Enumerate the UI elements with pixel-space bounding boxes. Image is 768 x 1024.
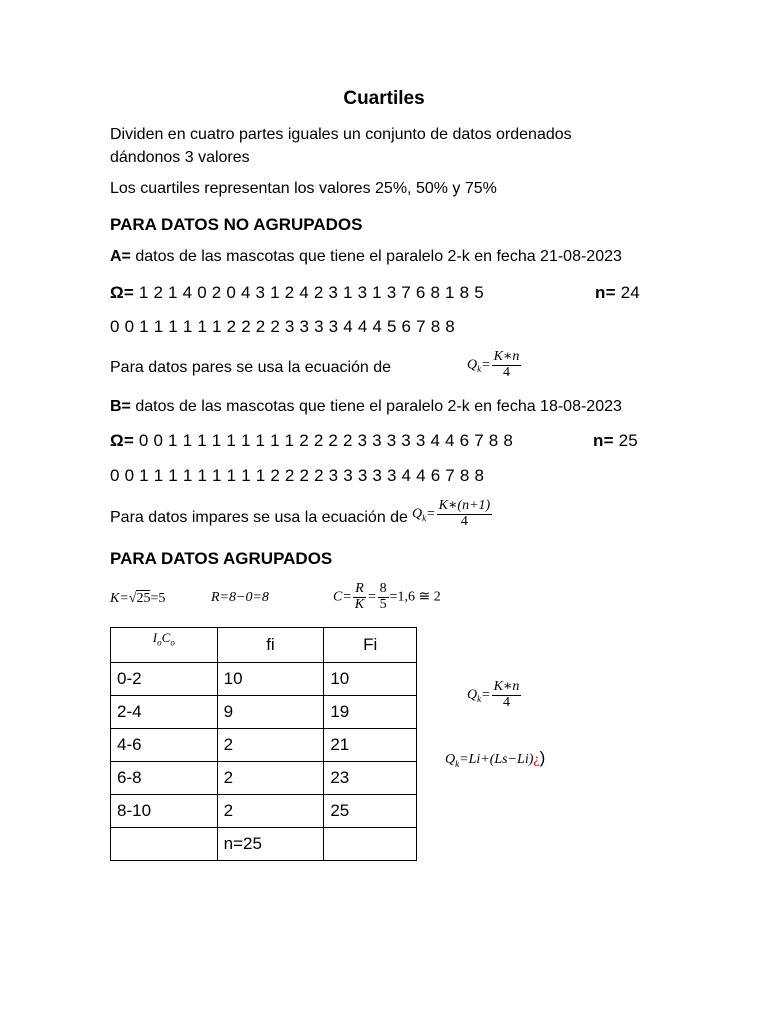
set-a-label: A= <box>110 248 131 265</box>
set-a-omega-label: Ω= <box>110 283 134 302</box>
formula-interp-paren: (Ls−Li) <box>489 752 534 767</box>
table-cell-interval: 2-4 <box>111 696 218 729</box>
table-cell-fi: 9 <box>217 696 324 729</box>
set-b-n <box>593 431 638 451</box>
formula-eq: = <box>481 687 491 703</box>
sqrt-icon: √ <box>128 591 137 606</box>
formula-eq: = <box>481 357 491 373</box>
formula-c-right: =1,6 ≅ 2 <box>389 589 441 605</box>
formula-q-symbol: Q <box>467 687 478 703</box>
table-cell-empty <box>324 828 417 861</box>
table-cell-fi: 2 <box>217 795 324 828</box>
set-a-n <box>595 283 640 303</box>
section-heading-no-agrupados: PARA DATOS NO AGRUPADOS <box>110 215 363 234</box>
formula-q-symbol: Q <box>445 752 456 767</box>
formula-range: R=8−0=8 <box>211 590 269 605</box>
table-header-interval <box>111 628 218 663</box>
set-b-line <box>110 398 622 416</box>
formula-c-den-1: K <box>354 596 365 612</box>
formula-interp-close: ) <box>539 748 546 767</box>
formula-c-num-2: 8 <box>379 581 387 596</box>
set-b-n-label: n= <box>593 431 614 450</box>
table-cell-Fi: 25 <box>324 795 417 828</box>
formula-interp-mark: ¿ <box>533 752 540 767</box>
formula-q-sub: k <box>455 758 460 769</box>
frequency-table <box>110 627 417 861</box>
table-cell-fi: 10 <box>217 663 324 696</box>
formula-fraction <box>492 350 522 380</box>
set-b-description: datos de las mascotas que tiene el paralelo 2-k en fecha 18-08-2023 <box>135 398 622 415</box>
table-row <box>111 696 417 729</box>
intro-line-1: Dividen en cuatro partes iguales un conjunto de datos ordenados <box>110 126 572 143</box>
formula-fraction <box>492 680 522 710</box>
table-header-fi: fi <box>217 628 324 663</box>
formula-numerator: K∗n <box>493 349 520 364</box>
formula-q-interpolation <box>445 748 545 769</box>
formula-class-width <box>333 582 441 612</box>
table-cell-total-n: n=25 <box>217 828 324 861</box>
set-b-raw-line <box>110 431 513 451</box>
table-row <box>111 795 417 828</box>
formula-fraction <box>437 499 493 529</box>
page-title: Cuartiles <box>343 88 425 109</box>
formula-q-symbol: Q <box>467 357 478 373</box>
formula-c-frac-1 <box>353 582 366 612</box>
formula-q-pares <box>467 350 522 380</box>
set-b-raw-values: 0 0 1 1 1 1 1 1 1 1 1 2 2 2 2 3 3 3 3 3 4 4 6 7 8 8 <box>138 431 514 450</box>
set-a-n-label: n= <box>595 283 616 302</box>
header-I: I <box>152 630 158 645</box>
formula-c-left: C= <box>333 589 352 605</box>
formula-denominator: 4 <box>460 513 468 529</box>
table-cell-fi: 2 <box>217 762 324 795</box>
formula-q-sub: k <box>422 513 427 524</box>
formula-denominator: 4 <box>503 364 510 380</box>
header-o1: o <box>157 637 162 648</box>
formula-c-den-2: 5 <box>379 596 387 612</box>
set-b-n-value: 25 <box>618 431 638 450</box>
formula-q-sub: k <box>477 364 482 375</box>
formula-q-grouped <box>467 680 522 710</box>
table-cell-Fi: 23 <box>324 762 417 795</box>
set-b-label: B= <box>110 398 131 415</box>
set-a-n-value: 24 <box>620 283 640 302</box>
impares-text: Para datos impares se usa la ecuación de <box>110 509 408 526</box>
table-cell-interval: 4-6 <box>111 729 218 762</box>
formula-interp-left: Li+ <box>468 752 490 767</box>
set-a-line <box>110 248 622 266</box>
table-cell-Fi: 10 <box>324 663 417 696</box>
formula-numerator: K∗n <box>493 679 520 694</box>
set-a-raw-line <box>110 283 484 303</box>
set-b-sorted-values: 0 0 1 1 1 1 1 1 1 1 1 2 2 2 2 3 3 3 3 3 4 4 6 7 8 8 <box>110 466 485 485</box>
table-row <box>111 729 417 762</box>
header-C: C <box>161 630 171 645</box>
table-row <box>111 663 417 696</box>
formula-eq: = <box>459 752 469 767</box>
formula-c-eq: = <box>367 589 377 605</box>
table-header-Fi: Fi <box>324 628 417 663</box>
set-a-sorted-values: 0 0 1 1 1 1 1 1 2 2 2 2 3 3 3 3 4 4 4 5 6 7 8 8 <box>110 317 455 336</box>
formula-c-num-1: R <box>355 581 364 596</box>
table-cell-interval: 8-10 <box>111 795 218 828</box>
table-cell-fi: 2 <box>217 729 324 762</box>
table-footer-row <box>111 828 417 861</box>
table-cell-Fi: 19 <box>324 696 417 729</box>
set-a-description: datos de las mascotas que tiene el paralelo 2-k en fecha 21-08-2023 <box>135 248 622 265</box>
formula-eq: = <box>426 506 436 522</box>
intro-line-2: dándonos 3 valores <box>110 149 250 166</box>
table-cell-interval: 6-8 <box>111 762 218 795</box>
table-header-row <box>111 628 417 663</box>
formula-c-frac-2 <box>378 582 389 612</box>
formula-q-impares <box>412 499 493 529</box>
formula-k-right: =5 <box>150 591 166 606</box>
formula-k-radicand: 25 <box>136 591 151 606</box>
set-a-raw-values: 1 2 1 4 0 2 0 4 3 1 2 4 2 3 1 3 1 3 7 6 8 1 8 5 <box>138 283 484 302</box>
set-b-omega-label: Ω= <box>110 431 134 450</box>
intro-line-3: Los cuartiles representan los valores 25%, 50% y 75% <box>110 180 497 197</box>
formula-q-sub: k <box>477 694 482 705</box>
table-cell-Fi: 21 <box>324 729 417 762</box>
table-cell-empty <box>111 828 218 861</box>
formula-k-sqrt <box>110 591 165 607</box>
pares-text: Para datos pares se usa la ecuación de <box>110 359 392 376</box>
section-heading-agrupados: PARA DATOS AGRUPADOS <box>110 549 333 568</box>
table-row <box>111 762 417 795</box>
formula-q-symbol: Q <box>412 506 423 522</box>
formula-denominator: 4 <box>503 694 510 710</box>
formula-k-left: K= <box>110 591 129 606</box>
formula-numerator: K∗(n+1) <box>438 498 491 513</box>
table-cell-interval: 0-2 <box>111 663 218 696</box>
header-o2: o <box>170 637 175 648</box>
